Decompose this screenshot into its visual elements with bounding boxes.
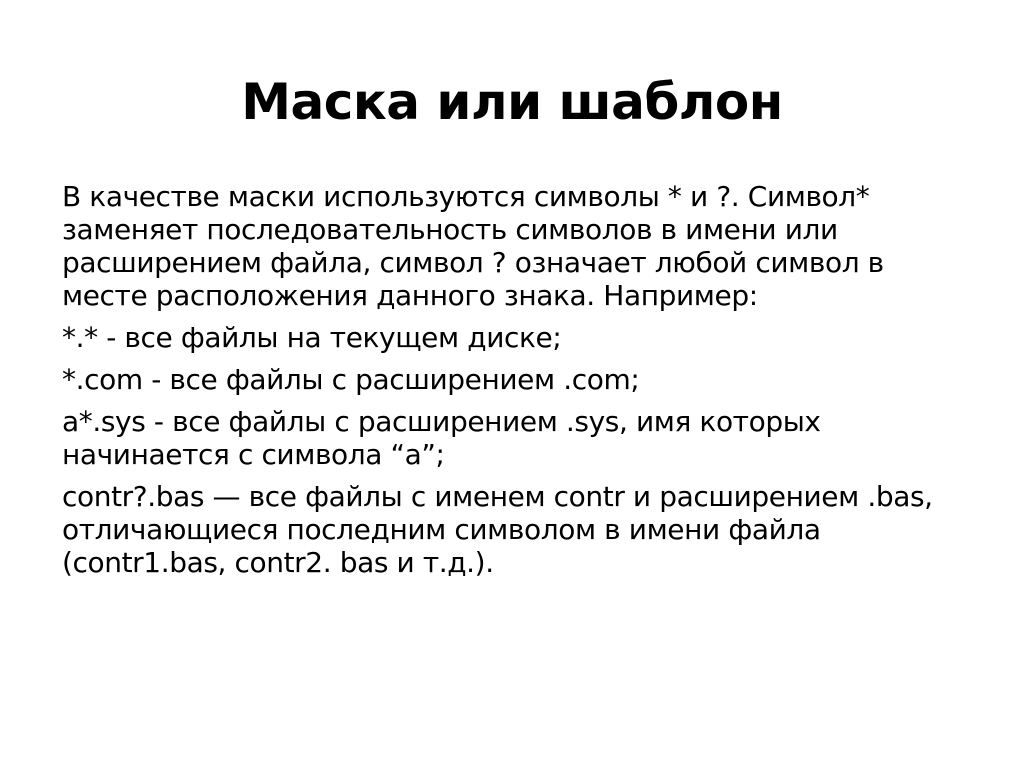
paragraph-example-all-files: *.* - все файлы на текущем диске; <box>62 321 562 354</box>
slide-title: Маска или шаблон <box>241 73 783 131</box>
slide-body <box>62 180 967 588</box>
paragraph-intro: В качестве маски используются символы * и ?. Символ* заменяет последовательность символов в имени или расширением файла, символ ? означает любой символ в месте расположения данного знака. Например: <box>62 180 884 312</box>
paragraph-example-sys: a*.sys - все файлы с расширением .sys, имя которых начинается с символа “а”; <box>62 405 821 471</box>
paragraph-example-com: *.com - все файлы с расширением .com; <box>62 363 640 396</box>
paragraph-example-bas: contr?.bas — все файлы с именем contr и расширением .bas, отличающиеся последним символом в имени файла (contr1.bas, contr2. bas и т.д.). <box>62 480 933 579</box>
